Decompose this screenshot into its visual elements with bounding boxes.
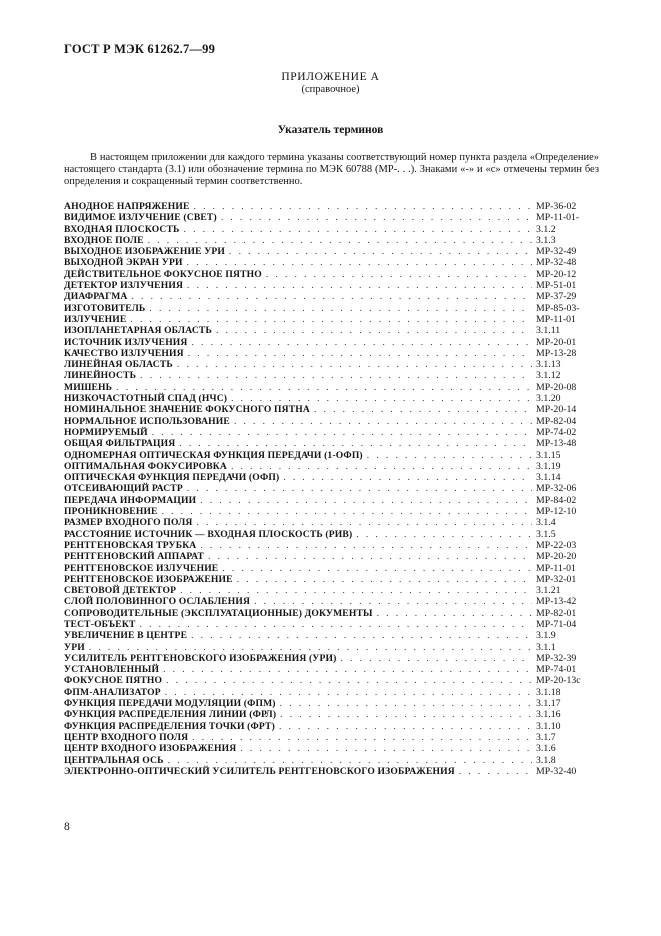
index-reference: МР-74-01	[536, 664, 577, 676]
index-term: РЕНТГЕНОВСКАЯ ТРУБКА	[64, 539, 197, 551]
dot-leader	[208, 552, 532, 563]
index-term: РЕНТГЕНОВСКИЙ АППАРАТ	[64, 551, 204, 563]
index-term: ЛИНЕЙНАЯ ОБЛАСТЬ	[64, 359, 173, 371]
dot-leader	[459, 767, 532, 778]
dot-leader	[152, 428, 532, 439]
index-entry	[64, 766, 616, 777]
index-entry	[64, 608, 616, 619]
index-term: ЦЕНТР ВХОДНОГО ИЗОБРАЖЕНИЯ	[64, 743, 237, 755]
index-entry	[64, 687, 616, 698]
index-term: РЕНТГЕНОВСКОЕ ИЗЛУЧЕНИЕ	[64, 562, 219, 574]
index-reference: МР-11-01-	[536, 212, 580, 224]
index-term: ФПМ-АНАЛИЗАТОР	[64, 686, 161, 698]
index-entry	[64, 630, 616, 641]
index-term: УСТАНОВЛЕННЫЙ	[64, 664, 160, 676]
index-term: СЛОЙ ПОЛОВИННОГО ОСЛАБЛЕНИЯ	[64, 596, 251, 608]
index-reference: МР-11-01	[536, 562, 576, 574]
index-entry	[64, 732, 616, 743]
index-reference: МР-20-12	[536, 268, 577, 280]
index-reference: 3.1.6	[536, 743, 556, 755]
index-term: ЭЛЕКТРОННО-ОПТИЧЕСКИЙ УСИЛИТЕЛЬ РЕНТГЕНОВСКОГО ИЗОБРАЖЕНИЯ	[64, 765, 455, 777]
index-entry	[64, 314, 616, 325]
dot-leader	[192, 338, 533, 349]
index-reference: МР-20-13с	[536, 675, 581, 687]
index-term: ВИДИМОЕ ИЗЛУЧЕНИЕ (СВЕТ)	[64, 212, 217, 224]
dot-leader	[149, 304, 532, 315]
dot-leader	[229, 247, 532, 258]
dot-leader	[283, 473, 532, 484]
index-term: НОМИНАЛЬНОЕ ЗНАЧЕНИЕ ФОКУСНОГО ПЯТНА	[64, 404, 310, 416]
index-term: ЦЕНТР ВХОДНОГО ПОЛЯ	[64, 731, 189, 743]
index-term: УРИ	[64, 641, 85, 653]
index-entry	[64, 416, 616, 427]
dot-leader	[367, 451, 532, 462]
index-reference: МР-74-02	[536, 426, 577, 438]
index-reference: МР-82-04	[536, 415, 577, 427]
index-reference: МР-12-10	[536, 506, 577, 518]
index-entry	[64, 755, 616, 766]
dot-leader	[340, 654, 532, 665]
index-reference: 3.1.14	[536, 472, 561, 484]
index-term: ФОКУСНОЕ ПЯТНО	[64, 675, 163, 687]
dot-leader	[200, 496, 532, 507]
index-reference: МР-84-02	[536, 494, 577, 506]
index-entry	[64, 551, 616, 562]
index-reference: 3.1.13	[536, 359, 561, 371]
dot-leader	[240, 744, 532, 755]
index-entry	[64, 506, 616, 517]
index-term: НОРМАЛЬНОЕ ИСПОЛЬЗОВАНИЕ	[64, 415, 230, 427]
index-entry	[64, 257, 616, 268]
dot-leader	[237, 575, 532, 586]
index-term: ВХОДНОЕ ПОЛЕ	[64, 234, 144, 246]
index-entry	[64, 212, 616, 223]
section-title: Указатель терминов	[277, 124, 384, 136]
index-entry	[64, 517, 616, 528]
index-term: ЦЕНТРАЛЬНАЯ ОСЬ	[64, 754, 164, 766]
index-reference: МР-13-48	[536, 438, 577, 450]
index-term: ОТСЕИВАЮЩИЙ РАСТР	[64, 483, 183, 495]
dot-leader	[166, 676, 532, 687]
index-reference: МР-32-49	[536, 246, 577, 258]
index-entry	[64, 280, 616, 291]
index-term: ФУНКЦИЯ РАСПРЕДЕЛЕНИЯ ТОЧКИ (ФРТ)	[64, 720, 275, 732]
document-header: ГОСТ Р МЭК 61262.7—99	[64, 42, 216, 56]
index-entry	[64, 709, 616, 720]
dot-leader	[177, 360, 532, 371]
index-term: ПРОНИКНОВЕНИЕ	[64, 506, 158, 518]
index-reference: 3.1.16	[536, 709, 561, 721]
index-term: РЕНТГЕНОВСКОЕ ИЗОБРАЖЕНИЕ	[64, 573, 233, 585]
index-entry	[64, 675, 616, 686]
dot-leader	[377, 609, 532, 620]
index-term: ЛИНЕЙНОСТЬ	[64, 370, 137, 382]
index-term: СВЕТОВОЙ ДЕТЕКТОР	[64, 585, 177, 597]
index-entry	[64, 483, 616, 494]
index-term: АНОДНОЕ НАПРЯЖЕНИЕ	[64, 201, 190, 212]
index-reference: МР-51-01	[536, 280, 577, 292]
dot-leader	[234, 417, 532, 428]
dot-leader	[356, 530, 532, 541]
index-reference: МР-20-01	[536, 336, 577, 348]
index-term: ТЕСТ-ОБЪЕКТ	[64, 618, 136, 630]
index-reference: 3.1.17	[536, 698, 561, 710]
index-term: ОПТИМАЛЬНАЯ ФОКУСИРОВКА	[64, 460, 227, 472]
index-entry	[64, 563, 616, 574]
index-reference: МР-37-29	[536, 291, 577, 303]
index-term: ИЗЛУЧЕНИЕ	[64, 313, 127, 325]
index-term: ДИАФРАГМА	[64, 291, 128, 303]
index-entry	[64, 540, 616, 551]
index-reference: МР-13-42	[536, 596, 577, 608]
index-entry	[64, 642, 616, 653]
index-entry	[64, 653, 616, 664]
index-reference: 3.1.18	[536, 686, 561, 698]
index-reference: МР-85-03-	[536, 302, 580, 314]
index-reference: 3.1.9	[536, 630, 556, 642]
index-entry	[64, 472, 616, 483]
index-entry	[64, 495, 616, 506]
page-number: 8	[64, 821, 70, 833]
index-term: ИЗГОТОВИТЕЛЬ	[64, 302, 146, 314]
index-entry	[64, 698, 616, 709]
dot-leader	[163, 665, 532, 676]
index-entry	[64, 404, 616, 415]
index-reference: МР-22-03	[536, 539, 577, 551]
index-term: ВХОДНАЯ ПЛОСКОСТЬ	[64, 223, 180, 235]
index-term: ВЫХОДНОЕ ИЗОБРАЖЕНИЕ УРИ	[64, 246, 226, 258]
index-reference: МР-20-20	[536, 551, 577, 563]
dot-leader	[140, 371, 532, 382]
index-reference: МР-20-08	[536, 381, 577, 393]
index-reference: МР-71-04	[536, 618, 577, 630]
dot-leader	[216, 326, 532, 337]
index-entry	[64, 337, 616, 348]
index-term: ОПТИЧЕСКАЯ ФУНКЦИЯ ПЕРЕДАЧИ (ОФП)	[64, 472, 280, 484]
index-entry	[64, 664, 616, 675]
index-entry	[64, 585, 616, 596]
index-entry	[64, 370, 616, 381]
index-reference: 3.1.4	[536, 517, 556, 529]
dot-leader	[200, 541, 532, 552]
index-reference: МР-32-48	[536, 257, 577, 269]
index-entry	[64, 450, 616, 461]
index-reference: МР-82-01	[536, 607, 577, 619]
index-term: НОРМИРУЕМЫЙ	[64, 426, 148, 438]
index-term: ОБЩАЯ ФИЛЬТРАЦИЯ	[64, 438, 176, 450]
index-reference: МР-13-28	[536, 347, 577, 359]
index-entry	[64, 224, 616, 235]
index-entry	[64, 246, 616, 257]
index-reference: 3.1.21	[536, 585, 561, 597]
index-entry	[64, 359, 616, 370]
dot-leader	[222, 564, 532, 575]
dot-leader	[132, 292, 533, 303]
index-term: ФУНКЦИЯ ПЕРЕДАЧИ МОДУЛЯЦИИ (ФПМ)	[64, 698, 276, 710]
index-reference: 3.1.8	[536, 754, 556, 766]
index-reference: 3.1.20	[536, 393, 561, 405]
index-entry	[64, 348, 616, 359]
dot-leader	[266, 270, 532, 281]
index-reference: 3.1.19	[536, 460, 561, 472]
index-reference: 3.1.15	[536, 449, 561, 461]
annex-title: ПРИЛОЖЕНИЕ А	[281, 71, 380, 83]
index-reference: 3.1.11	[536, 325, 561, 337]
dot-leader	[192, 733, 532, 744]
index-reference: 3.1.12	[536, 370, 561, 382]
index-reference: МР-32-06	[536, 483, 577, 495]
dot-leader	[184, 225, 532, 236]
index-term: ДЕТЕКТОР ИЗЛУЧЕНИЯ	[64, 280, 184, 292]
dot-leader	[280, 710, 532, 721]
index-term: НИЗКОЧАСТОТНЫЙ СПАД (НЧС)	[64, 393, 228, 405]
index-entry	[64, 619, 616, 630]
index-entry	[64, 427, 616, 438]
index-reference: МР-32-01	[536, 573, 577, 585]
dot-leader	[188, 349, 532, 360]
index-term: ДЕЙСТВИТЕЛЬНОЕ ФОКУСНОЕ ПЯТНО	[64, 268, 262, 280]
index-term: ИСТОЧНИК ИЗЛУЧЕНИЯ	[64, 336, 188, 348]
index-reference: МР-20-14	[536, 404, 577, 416]
dot-leader	[221, 213, 532, 224]
index-reference: 3.1.10	[536, 720, 561, 732]
annex-subtitle: (справочное)	[301, 84, 360, 95]
index-term: ИЗОПЛАНЕТАРНАЯ ОБЛАСТЬ	[64, 325, 212, 337]
index-entry	[64, 574, 616, 585]
index-reference: МР-32-40	[536, 765, 577, 777]
intro-paragraph: В настоящем приложении для каждого термина указаны соответствующий номер пункта раздела «Определение» настоящего стандарта (3.1) или обозначение термина по МЭК 60788 (МР-. . .). Знаками «-» и «с» отмечены термин без определения и сокращенный термин соответственно.	[64, 152, 599, 188]
index-term: ФУНКЦИЯ РАСПРЕДЕЛЕНИЯ ЛИНИИ (ФРЛ)	[64, 709, 277, 721]
dot-leader	[194, 202, 532, 213]
index-entry	[64, 235, 616, 246]
index-term: УВЕЛИЧЕНИЕ В ЦЕНТРЕ	[64, 630, 188, 642]
dot-leader	[187, 484, 532, 495]
index-term: УСИЛИТЕЛЬ РЕНТГЕНОВСКОГО ИЗОБРАЖЕНИЯ (УРИ)	[64, 652, 337, 664]
index-entry	[64, 201, 616, 212]
dot-leader	[140, 620, 532, 631]
dot-leader	[191, 631, 532, 642]
index-reference: МР-11-01	[536, 313, 576, 325]
index-reference: 3.1.3	[536, 234, 556, 246]
index-entry	[64, 743, 616, 754]
index-term: РАЗМЕР ВХОДНОГО ПОЛЯ	[64, 517, 193, 529]
index-entry	[64, 382, 616, 393]
index-term: ВЫХОДНОЙ ЭКРАН УРИ	[64, 257, 183, 269]
index-reference: 3.1.1	[536, 641, 556, 653]
index-term: РАССТОЯНИЕ ИСТОЧНИК — ВХОДНАЯ ПЛОСКОСТЬ (РИВ)	[64, 528, 353, 540]
dot-leader	[280, 699, 532, 710]
dot-leader	[279, 722, 532, 733]
index-entry	[64, 721, 616, 732]
index-entry	[64, 325, 616, 336]
index-reference: 3.1.2	[536, 223, 556, 235]
index-entry	[64, 303, 616, 314]
index-entry	[64, 269, 616, 280]
index-reference: МР-32-39	[536, 652, 577, 664]
index-reference: МР-36-02	[536, 201, 577, 212]
index-term: ОДНОМЕРНАЯ ОПТИЧЕСКАЯ ФУНКЦИЯ ПЕРЕДАЧИ (1-ОФП)	[64, 449, 363, 461]
dot-leader	[187, 281, 532, 292]
dot-leader	[314, 405, 532, 416]
index-entry	[64, 461, 616, 472]
index-entry	[64, 393, 616, 404]
index-term: ПЕРЕДАЧА ИНФОРМАЦИИ	[64, 494, 197, 506]
index-entry	[64, 438, 616, 449]
dot-leader	[162, 507, 532, 518]
index-entry	[64, 529, 616, 540]
index-term: СОПРОВОДИТЕЛЬНЫЕ (ЭКСПЛУАТАЦИОННЫЕ) ДОКУМЕНТЫ	[64, 607, 373, 619]
term-index-list	[64, 201, 616, 777]
index-entry	[64, 596, 616, 607]
index-term: КАЧЕСТВО ИЗЛУЧЕНИЯ	[64, 347, 184, 359]
index-reference: 3.1.5	[536, 528, 556, 540]
index-entry	[64, 291, 616, 302]
index-term: МИШЕНЬ	[64, 381, 113, 393]
index-reference: 3.1.7	[536, 731, 556, 743]
